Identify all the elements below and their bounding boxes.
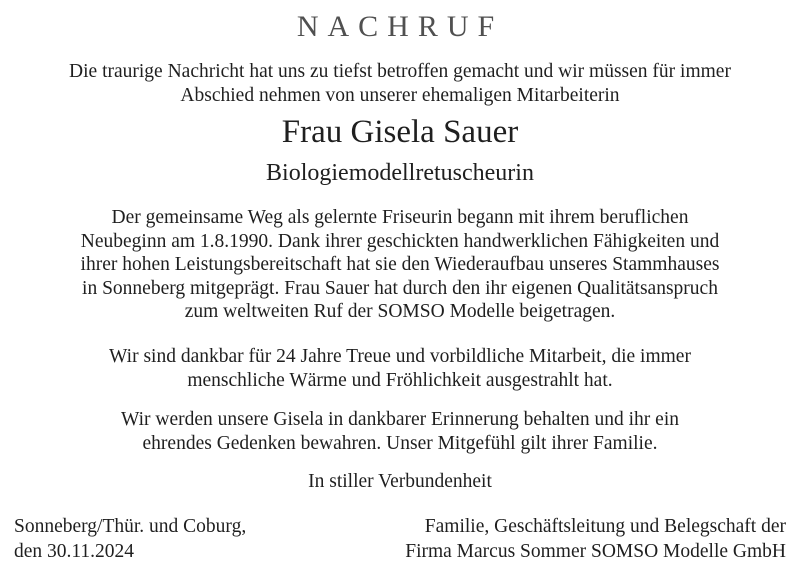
paragraph-remembrance: [0, 408, 800, 455]
footer-date: den 30.11.2024: [14, 540, 135, 562]
paragraph-line: ehrendes Gedenken bewahren. Unser Mitgefühl gilt ihrer Familie.: [142, 432, 658, 454]
paragraph-line: Wir sind dankbar für 24 Jahre Treue und vorbildliche Mitarbeit, die immer: [109, 346, 691, 367]
signatories-line: Familie, Geschäftsleitung und Belegschaft der: [424, 516, 786, 537]
heading: NACHRUF: [296, 10, 504, 43]
signatories-line: Firma Marcus Sommer SOMSO Modelle GmbH: [405, 540, 786, 562]
closing-phrase: In stiller Verbundenheit: [308, 471, 492, 492]
deceased-role: Biologiemodellretuscheurin: [266, 160, 534, 186]
intro-text: [0, 60, 800, 107]
deceased-name: Frau Gisela Sauer: [281, 114, 519, 150]
paragraph-line: Neubeginn am 1.8.1990. Dank ihrer geschickten handwerklichen Fähigkeiten und: [80, 230, 720, 252]
intro-line: Abschied nehmen von unserer ehemaligen Mitarbeiterin: [180, 84, 620, 106]
paragraph-line: Der gemeinsame Weg als gelernte Friseurin begann mit ihrem beruflichen: [111, 207, 689, 228]
paragraph-line: in Sonneberg mitgeprägt. Frau Sauer hat durch den ihr eigenen Qualitätsanspruch: [82, 277, 718, 299]
footer-signatories: [405, 515, 786, 564]
footer-place-date: [14, 515, 246, 564]
footer-place: Sonneberg/Thür. und Coburg,: [14, 516, 247, 537]
paragraph-career: [0, 206, 800, 324]
paragraph-line: menschliche Wärme und Fröhlichkeit ausgestrahlt hat.: [187, 369, 613, 391]
paragraph-line: zum weltweiten Ruf der SOMSO Modelle beigetragen.: [184, 301, 616, 322]
paragraph-line: ihrer hohen Leistungsbereitschaft hat sie den Wiederaufbau unseres Stammhauses: [80, 254, 720, 275]
paragraph-line: Wir werden unsere Gisela in dankbarer Erinnerung behalten und ihr ein: [120, 409, 679, 430]
intro-line: Die traurige Nachricht hat uns zu tiefst betroffen gemacht und wir müssen für immer: [69, 61, 731, 82]
paragraph-gratitude: [0, 345, 800, 392]
